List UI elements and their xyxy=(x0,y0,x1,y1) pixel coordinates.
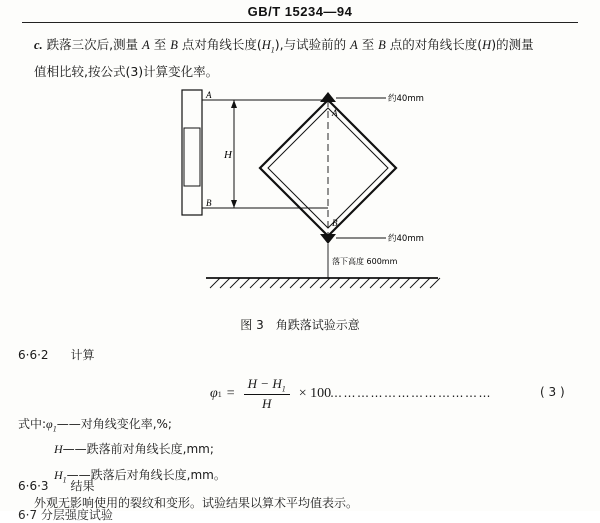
formula-symbol: φ xyxy=(210,386,218,401)
figure-corner-drop-test xyxy=(150,86,470,301)
label-b-carton: B xyxy=(332,218,338,228)
section-662-title: 计算 xyxy=(70,348,95,362)
formula-expression xyxy=(210,374,331,414)
paragraph-text-1: 跌落三次后,测量 xyxy=(46,37,143,52)
point-b-1: B xyxy=(170,38,178,52)
legend-lead: 式中: xyxy=(18,417,47,431)
guide-post xyxy=(182,90,202,215)
header-divider xyxy=(22,22,578,23)
formula-multiplier: × 100 xyxy=(298,386,332,401)
formula-equals: = xyxy=(226,386,235,401)
paragraph-line-2: 值相比较,按公式(3)计算变化率。 xyxy=(34,63,219,79)
standard-number: GB/T 15234—94 xyxy=(247,4,353,19)
point-a-1: A xyxy=(142,38,150,52)
paragraph-text-6: 点的对角线长度( xyxy=(385,37,483,52)
section-663-title: 结果 xyxy=(70,479,95,493)
section-662-heading xyxy=(18,346,95,363)
legend-desc-1: ——跌落前对角线长度,mm; xyxy=(62,442,214,457)
note-top-40mm: 约40mm xyxy=(388,94,424,104)
section-663-body: 外观无影响使用的裂纹和变形。试验结果以算术平均值表示。 xyxy=(34,496,359,510)
legend-row xyxy=(18,414,578,439)
legend-symbol-sub-0: 1 xyxy=(52,424,57,434)
h-arrow-bottom-icon xyxy=(231,200,237,208)
legend-row xyxy=(18,439,578,464)
point-b-2: B xyxy=(378,38,386,52)
paragraph-marker: c. xyxy=(34,38,43,52)
figure-drawing xyxy=(150,86,470,301)
formula-numerator-subscript: 1 xyxy=(281,384,286,394)
paragraph-text-3: 点对角线长度( xyxy=(177,37,262,52)
formula-numerator xyxy=(244,376,290,396)
section-663-number: 6·6·3 xyxy=(18,479,49,493)
paragraph-c xyxy=(34,34,564,82)
label-b-post: B xyxy=(206,198,212,208)
bottom-corner-marker xyxy=(320,234,336,244)
section-662-number: 6·6·2 xyxy=(18,348,49,362)
h-label: H xyxy=(224,149,232,161)
figure-caption-text: 角跌落试验示意 xyxy=(275,318,360,332)
ground-hatching xyxy=(210,278,440,288)
section-67-heading: 6·7 分层强度试验 xyxy=(18,508,113,522)
note-bottom-40mm: 约40mm xyxy=(388,234,424,244)
formula-block xyxy=(0,374,600,414)
legend-symbol-0: φ xyxy=(46,417,53,431)
formula-symbol-subscript: 1 xyxy=(217,389,222,399)
label-a-carton: A xyxy=(332,108,338,118)
formula-denominator: H xyxy=(261,396,272,412)
section-663-heading xyxy=(18,477,95,494)
point-a-2: A xyxy=(350,38,358,52)
legend-symbol-sub-2: 1 xyxy=(62,475,67,485)
legend-row xyxy=(18,465,578,490)
formula-numerator-text: H − H xyxy=(247,375,282,391)
formula-fraction xyxy=(244,376,290,413)
legend-symbol-1: H xyxy=(54,442,63,457)
legend-desc-0: ——对角线变化率,%; xyxy=(56,417,172,431)
symbol-h1-subscript: 1 xyxy=(270,45,275,55)
formula-legend xyxy=(18,414,578,490)
drop-height-label: 落下高度 600mm xyxy=(332,257,398,266)
formula-equation-number: ( 3 ) xyxy=(540,385,565,399)
page-header xyxy=(0,4,600,19)
label-a-post: A xyxy=(206,90,212,100)
h-arrow-top-icon xyxy=(231,100,237,108)
figure-caption-label: 图 3 xyxy=(240,318,264,332)
figure-caption xyxy=(0,316,600,333)
guide-post-inner xyxy=(184,128,200,186)
paragraph-text-5: 至 xyxy=(357,37,379,52)
symbol-h1: H xyxy=(261,38,271,52)
symbol-h: H xyxy=(482,38,492,52)
paragraph-text-2: 至 xyxy=(149,37,171,52)
paragraph-text-7: )的测量 xyxy=(491,37,534,52)
paragraph-text-4: ),与试验前的 xyxy=(274,37,351,52)
top-corner-marker xyxy=(320,92,336,102)
legend-symbol-2: H xyxy=(54,467,63,482)
legend-desc-2: ——跌落后对角线长度,mm。 xyxy=(66,467,226,482)
formula-leader-dots: ……………………………… xyxy=(330,386,492,400)
